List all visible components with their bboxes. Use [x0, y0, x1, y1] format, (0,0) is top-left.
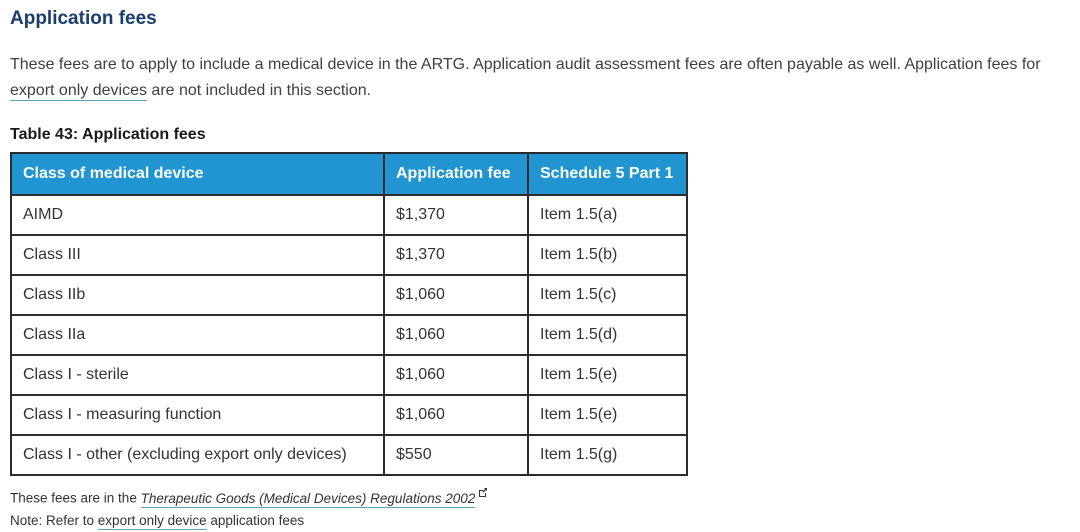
- intro-text-before: These fees are to apply to include a medical device in the ARTG. Application audit assessment fees are often payable as well. Application fees for: [10, 56, 1041, 73]
- cell-schedule: Item 1.5(b): [528, 235, 687, 275]
- table-row: [11, 435, 687, 475]
- cell-fee: $550: [384, 435, 528, 475]
- intro-text-after: are not included in this section.: [146, 82, 372, 99]
- footnote-regulations: [10, 487, 1070, 510]
- cell-schedule: Item 1.5(g): [528, 435, 687, 475]
- table-footnotes: [10, 487, 1070, 532]
- table-row: [11, 355, 687, 395]
- footnote2-text-after: application fees: [206, 512, 305, 528]
- cell-class: Class I - measuring function: [11, 395, 384, 435]
- cell-class: Class IIa: [11, 315, 384, 355]
- cell-schedule: Item 1.5(e): [528, 355, 687, 395]
- cell-fee: $1,060: [384, 395, 528, 435]
- export-only-device-link[interactable]: export only device: [97, 512, 207, 528]
- cell-class: Class III: [11, 235, 384, 275]
- table-row: [11, 275, 687, 315]
- regulations-2002-link[interactable]: Therapeutic Goods (Medical Devices) Regulations 2002: [140, 490, 476, 506]
- cell-class: Class I - sterile: [11, 355, 384, 395]
- cell-fee: $1,370: [384, 195, 528, 235]
- column-header-schedule: Schedule 5 Part 1: [528, 153, 687, 195]
- column-header-class: Class of medical device: [11, 153, 384, 195]
- cell-class: AIMD: [11, 195, 384, 235]
- intro-paragraph: [10, 52, 1072, 104]
- export-only-devices-link[interactable]: export only devices: [10, 82, 147, 99]
- cell-fee: $1,060: [384, 275, 528, 315]
- column-header-fee: Application fee: [384, 153, 528, 195]
- application-fees-table: [10, 152, 688, 476]
- table-row: [11, 195, 687, 235]
- table-row: [11, 235, 687, 275]
- cell-class: Class IIb: [11, 275, 384, 315]
- table-header-row: [11, 153, 687, 195]
- cell-schedule: Item 1.5(c): [528, 275, 687, 315]
- table-row: [11, 315, 687, 355]
- footnote2-text-before: Note: Refer to: [10, 512, 98, 528]
- cell-schedule: Item 1.5(a): [528, 195, 687, 235]
- cell-fee: $1,060: [384, 315, 528, 355]
- external-link-icon: [478, 487, 488, 497]
- page-title: Application fees: [10, 8, 157, 29]
- cell-schedule: Item 1.5(d): [528, 315, 687, 355]
- cell-fee: $1,370: [384, 235, 528, 275]
- footnote-note: [10, 510, 1070, 532]
- table-caption: Table 43: Application fees: [10, 126, 206, 143]
- cell-schedule: Item 1.5(e): [528, 395, 687, 435]
- cell-fee: $1,060: [384, 355, 528, 395]
- cell-class: Class I - other (excluding export only devices): [11, 435, 384, 475]
- footnote1-text: These fees are in the: [10, 490, 141, 506]
- table-row: [11, 395, 687, 435]
